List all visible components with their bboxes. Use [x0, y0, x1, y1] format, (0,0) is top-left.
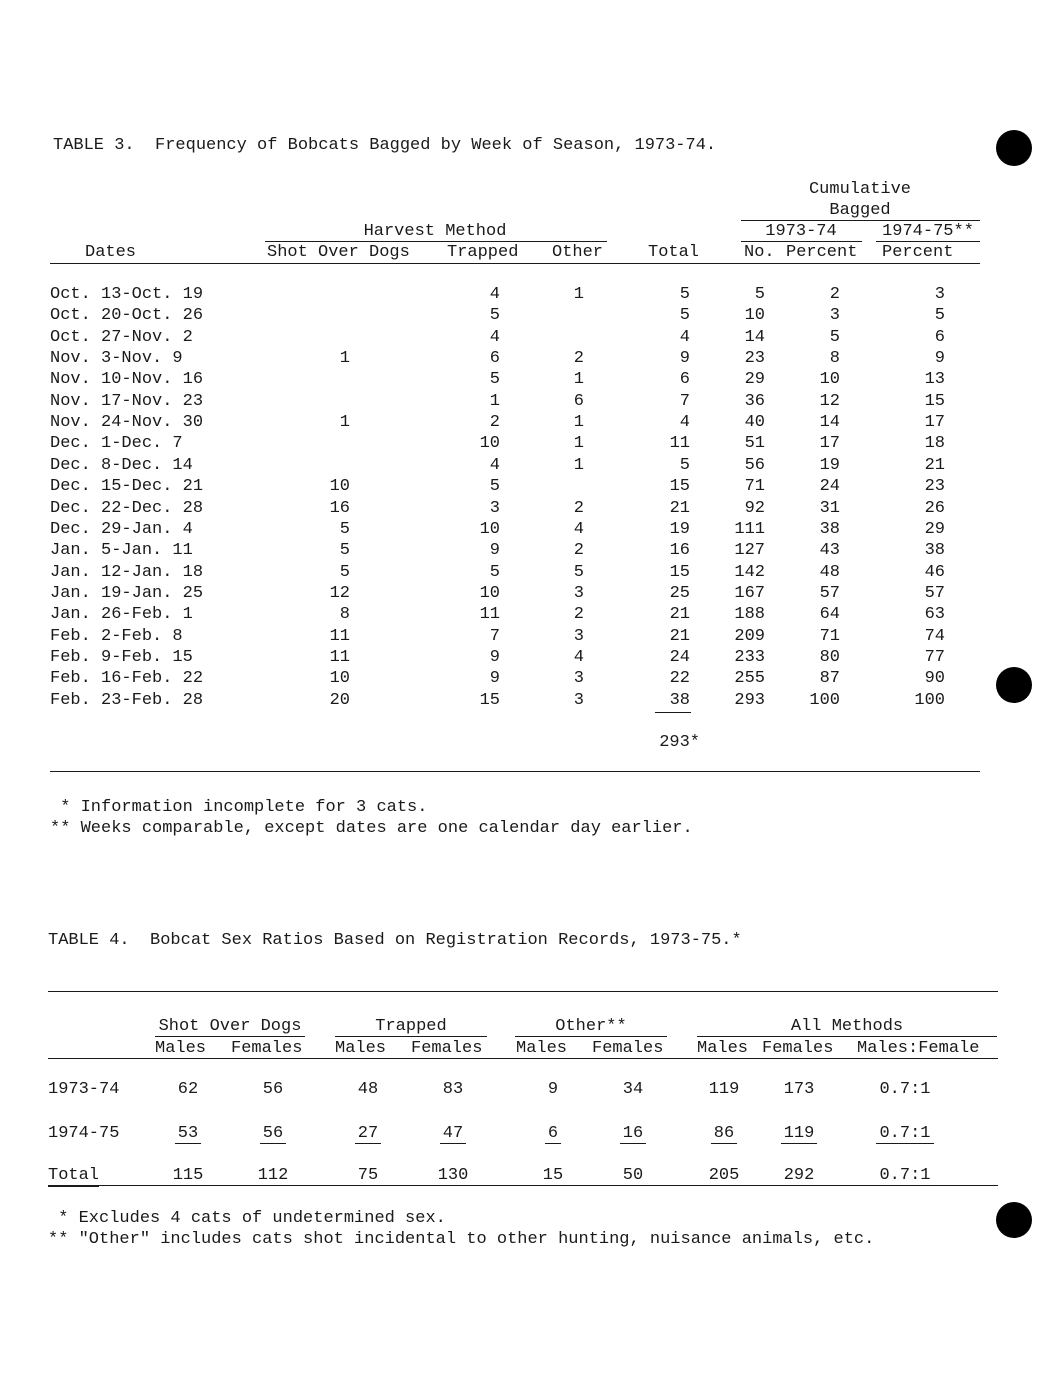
- t3-header-trapped: Trapped: [447, 243, 519, 262]
- t3-cell-other: 3: [573, 626, 584, 646]
- t4-sub-females-other: Females: [592, 1039, 664, 1058]
- t4-sub-females-dogs: Females: [231, 1039, 303, 1058]
- t3-cell-total: 16: [669, 541, 690, 561]
- t3-cell-shot-over-dogs: 12: [329, 583, 350, 603]
- t3-cell-dates: Jan. 5-Jan. 11: [50, 541, 193, 561]
- t3-cell-shot-over-dogs: 5: [339, 541, 350, 561]
- t4-sub-males-all: Males: [697, 1039, 749, 1058]
- t3-header-1974-75: 1974-75**: [882, 222, 974, 241]
- t4-cell-dogs-males: [148, 1124, 228, 1144]
- t3-header-percent: Percent: [786, 243, 858, 262]
- t4-row-label: Total: [48, 1166, 100, 1185]
- t3-cell-1974-75-percent: 57: [924, 583, 945, 603]
- t3-cell-trapped: 5: [489, 306, 500, 326]
- t4-row-label: 1974-75: [48, 1124, 120, 1143]
- t3-cell-dates: Dec. 1-Dec. 7: [50, 434, 183, 454]
- t4-rule-bottom: [48, 1185, 998, 1186]
- t4-rule-group-other: [515, 1036, 667, 1037]
- t3-cell-dates: Nov. 3-Nov. 9: [50, 349, 183, 369]
- t3-cell-total: 15: [669, 562, 690, 582]
- t3-cell-dates: Feb. 9-Feb. 15: [50, 647, 193, 667]
- t3-cell-trapped: 9: [489, 669, 500, 689]
- t3-cell-shot-over-dogs: 8: [339, 605, 350, 625]
- t3-cell-1974-75-percent: 18: [924, 434, 945, 454]
- t3-cell-trapped: 10: [479, 434, 500, 454]
- t3-cell-1974-75-percent: 26: [924, 498, 945, 518]
- t3-cell-1974-75-percent: 63: [924, 605, 945, 625]
- t3-cell-other: 4: [573, 647, 584, 667]
- t3-cell-dates: Oct. 20-Oct. 26: [50, 306, 204, 326]
- t3-cell-cumulative-percent: 57: [819, 583, 840, 603]
- t3-cell-cumulative-no: 23: [744, 349, 765, 369]
- t3-cell-cumulative-no: 5: [754, 285, 765, 304]
- t4-cell-other-females: 34: [622, 1080, 644, 1099]
- t3-cell-total: 9: [679, 349, 690, 369]
- t3-cell-trapped: 1: [489, 391, 500, 411]
- t3-cell-trapped: 9: [489, 647, 500, 667]
- t3-cell-total: 6: [679, 370, 690, 390]
- t4-cell-other-females: 50: [622, 1166, 644, 1185]
- t3-cell-cumulative-no: 142: [734, 562, 765, 582]
- t4-cell-all-females-value: 119: [781, 1124, 818, 1144]
- t3-cell-total: 4: [679, 413, 690, 433]
- t3-cell-dates: Nov. 24-Nov. 30: [50, 413, 204, 433]
- t4-cell-trapped-males: 48: [357, 1080, 379, 1099]
- t3-cell-trapped: 15: [479, 690, 500, 710]
- t4-sub-females-all: Females: [762, 1039, 834, 1058]
- t3-cell-cumulative-no: 40: [744, 413, 765, 433]
- t4-footnote-2: ** "Other" includes cats shot incidental to other hunting, nuisance animals, etc.: [48, 1230, 875, 1249]
- t4-cell-ratio: [865, 1124, 945, 1144]
- t4-cell-dogs-females: [233, 1124, 313, 1144]
- t3-cell-total: 21: [669, 605, 690, 625]
- table3-caption: TABLE 3. Frequency of Bobcats Bagged by Week of Season, 1973-74.: [53, 136, 717, 155]
- t3-cell-1974-75-percent: 77: [924, 647, 945, 667]
- t3-cell-shot-over-dogs: 1: [339, 413, 350, 433]
- t3-cell-other: 1: [573, 370, 584, 390]
- t3-cell-cumulative-percent: 38: [819, 519, 840, 539]
- t3-cell-trapped: 10: [479, 583, 500, 603]
- t3-cell-shot-over-dogs: 5: [339, 562, 350, 582]
- t3-header-no: No.: [744, 243, 775, 262]
- t3-cell-total: 24: [669, 647, 690, 667]
- t3-header-harvest-method: Harvest Method: [363, 222, 507, 241]
- t4-rule-group-all: [697, 1036, 997, 1037]
- t3-cell-dates: Oct. 27-Nov. 2: [50, 327, 193, 347]
- t3-cell-trapped: 7: [489, 626, 500, 646]
- t3-cell-trapped: 5: [489, 370, 500, 390]
- t3-cell-1974-75-percent: 17: [924, 413, 945, 433]
- t3-cell-cumulative-percent: 17: [819, 434, 840, 454]
- t3-cell-1974-75-percent: 3: [934, 285, 945, 304]
- t3-cell-other: 2: [573, 605, 584, 625]
- t4-cell-ratio: 0.7:1: [879, 1166, 931, 1185]
- t3-cell-cumulative-percent: 64: [819, 605, 840, 625]
- t3-cell-1974-75-percent: 9: [934, 349, 945, 369]
- t3-cell-total: 19: [669, 519, 690, 539]
- t3-cell-total: 15: [669, 477, 690, 497]
- t3-cell-trapped: 9: [489, 541, 500, 561]
- t4-cell-dogs-females-value: 56: [260, 1124, 286, 1144]
- t4-rule-group-dogs: [155, 1036, 305, 1037]
- t3-cell-cumulative-no: 56: [744, 455, 765, 475]
- t3-cell-dates: Oct. 13-Oct. 19: [50, 285, 204, 304]
- t4-cell-all-males: [684, 1124, 764, 1144]
- t3-cell-cumulative-no: 111: [734, 519, 765, 539]
- t4-cell-ratio: 0.7:1: [879, 1080, 931, 1099]
- t3-cell-dates: Dec. 8-Dec. 14: [50, 455, 193, 475]
- t4-group-shot-over-dogs: Shot Over Dogs: [158, 1017, 302, 1036]
- t4-cell-trapped-males: [328, 1124, 408, 1144]
- t3-cell-cumulative-percent: 87: [819, 669, 840, 689]
- t4-cell-trapped-males-value: 27: [355, 1124, 381, 1144]
- t3-cell-dates: Jan. 19-Jan. 25: [50, 583, 204, 603]
- t4-cell-other-males: [513, 1124, 593, 1144]
- t4-cell-dogs-males-value: 53: [175, 1124, 201, 1144]
- t3-cell-trapped: 4: [489, 285, 500, 304]
- t3-cell-dates: Feb. 16-Feb. 22: [50, 669, 204, 689]
- t3-cell-cumulative-no: 188: [734, 605, 765, 625]
- t3-cell-dates: Feb. 23-Feb. 28: [50, 690, 204, 710]
- t4-cell-other-males: 15: [542, 1166, 564, 1185]
- t3-cell-cumulative-percent: 43: [819, 541, 840, 561]
- t3-cell-cumulative-no: 167: [734, 583, 765, 603]
- t3-cell-shot-over-dogs: 10: [329, 669, 350, 689]
- punch-hole-bottom: [996, 1202, 1032, 1238]
- t3-cell-other: 6: [573, 391, 584, 411]
- t3-cell-other: 1: [573, 413, 584, 433]
- t4-rule-group-trapped: [335, 1036, 487, 1037]
- t3-cell-1974-75-percent: 15: [924, 391, 945, 411]
- t4-cell-dogs-females: 112: [257, 1166, 289, 1185]
- t4-sub-ratio: Males:Female: [857, 1039, 980, 1058]
- t3-rule-1974-75: [876, 241, 980, 242]
- t3-cell-cumulative-percent: 3: [829, 306, 840, 326]
- punch-hole-middle: [996, 667, 1032, 703]
- t3-cell-trapped: 5: [489, 562, 500, 582]
- t3-cell-other: 3: [573, 583, 584, 603]
- t3-cell-total: 11: [669, 434, 690, 454]
- t3-cell-cumulative-percent: 24: [819, 477, 840, 497]
- t3-footnote-2: ** Weeks comparable, except dates are one calendar day earlier.: [50, 819, 693, 838]
- t4-rule-top: [48, 991, 998, 992]
- t3-cell-dates: Dec. 22-Dec. 28: [50, 498, 204, 518]
- t3-header-dates: Dates: [85, 243, 137, 262]
- t3-cell-cumulative-no: 10: [744, 306, 765, 326]
- t4-cell-dogs-males: 62: [177, 1080, 199, 1099]
- t3-cell-cumulative-percent: 5: [829, 327, 840, 347]
- t4-cell-dogs-males: 115: [172, 1166, 204, 1185]
- t4-cell-dogs-females: 56: [262, 1080, 284, 1099]
- t3-cell-cumulative-percent: 100: [809, 690, 840, 710]
- t3-cell-trapped: 10: [479, 519, 500, 539]
- t4-group-all-methods: All Methods: [790, 1017, 904, 1036]
- t4-cell-trapped-females: 130: [437, 1166, 469, 1185]
- t4-group-other: Other**: [555, 1017, 627, 1036]
- t3-cell-cumulative-percent: 10: [819, 370, 840, 390]
- t3-cell-1974-75-percent: 100: [914, 690, 945, 710]
- t4-row-label: 1973-74: [48, 1080, 120, 1099]
- t3-cell-dates: Jan. 12-Jan. 18: [50, 562, 204, 582]
- t3-header-total: Total: [648, 243, 700, 262]
- t3-cell-shot-over-dogs: 5: [339, 519, 350, 539]
- t3-cell-cumulative-percent: 71: [819, 626, 840, 646]
- t3-rule-cumulative: [741, 220, 980, 221]
- t3-rule-1973-74: [741, 241, 862, 242]
- t3-cell-cumulative-percent: 14: [819, 413, 840, 433]
- table4-caption: TABLE 4. Bobcat Sex Ratios Based on Registration Records, 1973-75.*: [48, 931, 742, 950]
- t3-cell-cumulative-no: 293: [734, 690, 765, 710]
- t3-footnote-1: * Information incomplete for 3 cats.: [50, 798, 428, 817]
- t3-cell-other: 3: [573, 690, 584, 710]
- t3-header-cumulative: Cumulative: [808, 180, 912, 199]
- t4-footnote-1: * Excludes 4 cats of undetermined sex.: [48, 1209, 446, 1228]
- t4-cell-other-males: 9: [547, 1080, 559, 1099]
- t3-cell-other: 4: [573, 519, 584, 539]
- t3-cell-trapped: 3: [489, 498, 500, 518]
- t3-cell-other: 2: [573, 541, 584, 561]
- t3-cell-cumulative-percent: 31: [819, 498, 840, 518]
- t3-cell-shot-over-dogs: 16: [329, 498, 350, 518]
- t4-cell-trapped-males: 75: [357, 1166, 379, 1185]
- t3-cell-other: 5: [573, 562, 584, 582]
- t3-cell-dates: Dec. 29-Jan. 4: [50, 519, 193, 539]
- t4-sub-males-trapped: Males: [335, 1039, 387, 1058]
- t3-cell-total: 5: [679, 455, 690, 475]
- t3-cell-total: 5: [679, 285, 690, 304]
- t3-cell-total: 4: [679, 327, 690, 347]
- t3-cell-1974-75-percent: 46: [924, 562, 945, 582]
- t3-cell-trapped: 5: [489, 477, 500, 497]
- t4-cell-ratio-value: 0.7:1: [876, 1124, 933, 1144]
- t3-cell-1974-75-percent: 38: [924, 541, 945, 561]
- t3-rule-bottom: [50, 771, 980, 772]
- t3-cell-1974-75-percent: 90: [924, 669, 945, 689]
- t3-cell-cumulative-no: 255: [734, 669, 765, 689]
- t3-cell-total: 25: [669, 583, 690, 603]
- t3-cell-dates: Dec. 15-Dec. 21: [50, 477, 204, 497]
- t3-cell-1974-75-percent: 21: [924, 455, 945, 475]
- t4-cell-trapped-females: 83: [442, 1080, 464, 1099]
- t3-cell-cumulative-percent: 80: [819, 647, 840, 667]
- t3-cell-dates: Nov. 10-Nov. 16: [50, 370, 204, 390]
- t3-cell-1974-75-percent: 5: [934, 306, 945, 326]
- t4-cell-other-females: [593, 1124, 673, 1144]
- t3-cell-other: 2: [573, 349, 584, 369]
- t3-cell-shot-over-dogs: 20: [329, 690, 350, 710]
- t3-cell-1974-75-percent: 74: [924, 626, 945, 646]
- t4-cell-trapped-females: [413, 1124, 493, 1144]
- t4-cell-all-females: 173: [783, 1080, 815, 1099]
- t3-cell-dates: Feb. 2-Feb. 8: [50, 626, 183, 646]
- t3-cell-1974-75-percent: 6: [934, 327, 945, 347]
- t3-rule-total-sum: [655, 712, 691, 713]
- t3-cell-trapped: 4: [489, 455, 500, 475]
- t3-cell-shot-over-dogs: 1: [339, 349, 350, 369]
- t3-cell-dates: Nov. 17-Nov. 23: [50, 391, 204, 411]
- t3-cell-other: 2: [573, 498, 584, 518]
- t3-cell-total: 21: [669, 498, 690, 518]
- t3-cell-cumulative-no: 14: [744, 327, 765, 347]
- t3-cell-cumulative-percent: 48: [819, 562, 840, 582]
- t3-cell-total: 22: [669, 669, 690, 689]
- t3-cell-1974-75-percent: 13: [924, 370, 945, 390]
- t4-cell-all-males: 205: [708, 1166, 740, 1185]
- t3-cell-cumulative-no: 29: [744, 370, 765, 390]
- t3-cell-trapped: 6: [489, 349, 500, 369]
- t3-cell-cumulative-no: 51: [744, 434, 765, 454]
- t3-cell-cumulative-percent: 19: [819, 455, 840, 475]
- t3-cell-shot-over-dogs: 11: [329, 626, 350, 646]
- t4-cell-all-females: 292: [783, 1166, 815, 1185]
- t4-sub-males-dogs: Males: [155, 1039, 207, 1058]
- t3-cell-cumulative-no: 127: [734, 541, 765, 561]
- t4-cell-other-males-value: 6: [545, 1124, 561, 1144]
- t3-cell-shot-over-dogs: 10: [329, 477, 350, 497]
- t3-cell-cumulative-no: 92: [744, 498, 765, 518]
- t3-cell-cumulative-no: 233: [734, 647, 765, 667]
- t3-cell-total: 5: [679, 306, 690, 326]
- t3-cell-cumulative-percent: 8: [829, 349, 840, 369]
- t3-grand-total: 293*: [659, 733, 700, 752]
- t3-cell-total: 21: [669, 626, 690, 646]
- t3-cell-1974-75-percent: 23: [924, 477, 945, 497]
- t4-sub-males-other: Males: [516, 1039, 568, 1058]
- t3-cell-trapped: 2: [489, 413, 500, 433]
- t3-cell-dates: Jan. 26-Feb. 1: [50, 605, 193, 625]
- t3-cell-cumulative-percent: 12: [819, 391, 840, 411]
- t3-cell-cumulative-no: 36: [744, 391, 765, 411]
- t3-cell-other: 1: [573, 455, 584, 475]
- t3-cell-trapped: 11: [479, 605, 500, 625]
- punch-hole-top: [996, 130, 1032, 166]
- t3-cell-trapped: 4: [489, 327, 500, 347]
- t3-cell-other: 3: [573, 669, 584, 689]
- t4-cell-other-females-value: 16: [620, 1124, 646, 1144]
- t3-header-percent-1974-75: Percent: [882, 243, 954, 262]
- t4-cell-all-males: 119: [708, 1080, 740, 1099]
- t3-cell-cumulative-no: 71: [744, 477, 765, 497]
- t3-cell-shot-over-dogs: 11: [329, 647, 350, 667]
- t3-header-bagged: Bagged: [829, 201, 891, 220]
- t3-cell-total: 7: [679, 391, 690, 411]
- t3-cell-other: 1: [573, 285, 584, 304]
- t3-cell-1974-75-percent: 29: [924, 519, 945, 539]
- t3-rule-harvest: [265, 241, 607, 242]
- t4-cell-all-females: [759, 1124, 839, 1144]
- t4-cell-all-males-value: 86: [711, 1124, 737, 1144]
- t3-cell-cumulative-no: 209: [734, 626, 765, 646]
- t3-header-1973-74: 1973-74: [765, 222, 837, 241]
- t3-header-shot-over-dogs: Shot Over Dogs: [267, 243, 410, 262]
- t3-header-other: Other: [552, 243, 604, 262]
- t3-rule-header-bottom: [50, 263, 980, 264]
- t4-cell-trapped-females-value: 47: [440, 1124, 466, 1144]
- t3-cell-cumulative-percent: 2: [829, 285, 840, 304]
- t3-cell-total: 38: [669, 690, 690, 710]
- t4-group-trapped: Trapped: [375, 1017, 447, 1036]
- t3-cell-other: 1: [573, 434, 584, 454]
- t4-rule-header-bottom: [48, 1058, 998, 1059]
- t4-sub-females-trapped: Females: [411, 1039, 483, 1058]
